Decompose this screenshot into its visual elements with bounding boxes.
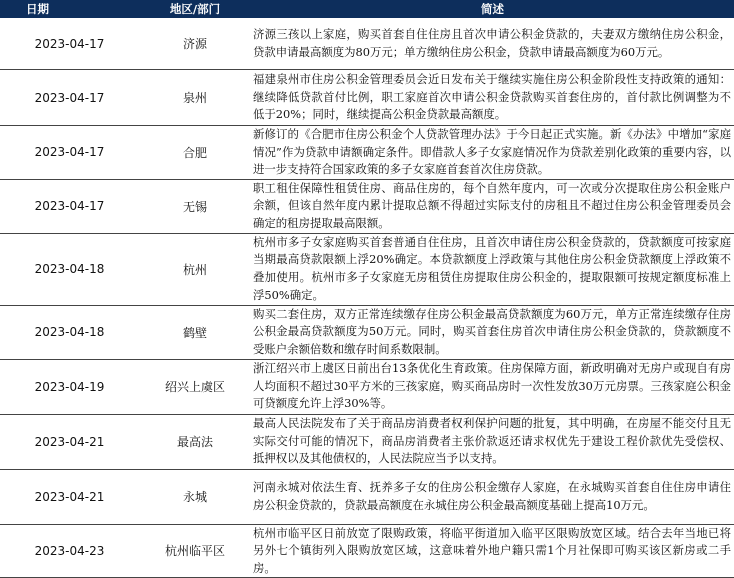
row-region: 无锡 [139,179,251,233]
row-region: 杭州 [139,233,251,305]
table-row [0,70,734,126]
row-region: 泉州 [139,70,251,126]
row-region: 绍兴上虞区 [139,359,251,414]
row-region: 合肥 [139,126,251,180]
row-date: 2023-04-17 [0,18,139,70]
table-row [0,305,734,359]
row-region: 鹤壁 [139,305,251,359]
row-description: 新修订的《合肥市住房公积金个人贷款管理办法》于今日起正式实施。新《办法》中增加“家庭情况”作为贷款申请额确定条件。即借款人多子女家庭情况作为贷款差别化政策的重要内容，以进一步支持符合国家政策的多子女家庭首套首次住房贷款。 [251,126,734,180]
header-date: 日期 [0,0,139,18]
header-region: 地区/部门 [139,0,251,18]
row-region: 杭州临平区 [139,524,251,578]
row-description: 河南永城对依法生育、抚养多子女的住房公积金缴存人家庭，在永城购买首套自住住房申请住房公积金贷款的，贷款最高额度在永城住房公积金最高额度基础上提高10万元。 [251,469,734,524]
row-description: 福建泉州市住房公积金管理委员会近日发布关于继续实施住房公积金阶段性支持政策的通知：继续降低贷款首付比例，职工家庭首次申请公积金贷款购买首套住房的，首付款比例调整为不低于20%；同时，继续提高公积金贷款最高额度。 [251,70,734,126]
row-description: 最高人民法院发布了关于商品房消费者权利保护问题的批复，其中明确，在房屋不能交付且无实际交付可能的情况下，商品房消费者主张价款返还请求权优先于建设工程价款优先受偿权、抵押权以及其他债权的，人民法院应当予以支持。 [251,414,734,469]
table-row [0,233,734,305]
row-region: 最高法 [139,414,251,469]
row-date: 2023-04-17 [0,126,139,180]
table-header-row [0,0,734,18]
row-description: 杭州市多子女家庭购买首套普通自住住房，且首次申请住房公积金贷款的，贷款额度可按家庭当期最高贷款限额上浮20%确定。本贷款额度上浮政策与其他住房公积金贷款额度上浮政策不叠加使用。杭州市多子女家庭无房租赁住房提取住房公积金的，提取限额可按规定额度标准上浮50%确定。 [251,233,734,305]
row-date: 2023-04-17 [0,179,139,233]
row-description: 杭州市临平区日前放宽了限购政策，将临平街道加入临平区限购放宽区域。结合去年当地已将另外七个镇街列入限购放宽区域，这意味着外地户籍只需1个月社保即可购买该区新房或二手房。 [251,524,734,578]
table-row [0,359,734,414]
row-description: 购买二套住房，双方正常连续缴存住房公积金最高贷款额度为60万元，单方正常连续缴存住房公积金最高贷款额度为50万元。同时，购买首套住房首次申请住房公积金贷款的，贷款额度不受账户余额倍数和缴存时间系数限制。 [251,305,734,359]
row-date: 2023-04-18 [0,233,139,305]
row-date: 2023-04-19 [0,359,139,414]
header-description: 简述 [251,0,734,18]
table-row [0,18,734,70]
table-row [0,414,734,469]
row-date: 2023-04-23 [0,524,139,578]
row-region: 济源 [139,18,251,70]
table-row [0,179,734,233]
table-row [0,469,734,524]
row-description: 济源三孩以上家庭，购买首套自住住房且首次申请公积金贷款的，夫妻双方缴纳住房公积金，贷款申请最高额度为80万元；单方缴纳住房公积金，贷款申请最高额度为60万元。 [251,18,734,70]
row-date: 2023-04-21 [0,414,139,469]
table-row [0,524,734,578]
row-description: 浙江绍兴市上虞区日前出台13条优化生育政策。住房保障方面，新政明确对无房户或现自有房人均面积不超过30平方米的三孩家庭，购买商品房时一次性发放30万元房票。三孩家庭公积金可贷额度允许上浮30%等。 [251,359,734,414]
table-row [0,126,734,180]
row-region: 永城 [139,469,251,524]
row-date: 2023-04-17 [0,70,139,126]
row-date: 2023-04-18 [0,305,139,359]
row-date: 2023-04-21 [0,469,139,524]
row-description: 职工租住保障性租赁住房、商品住房的，每个自然年度内，可一次或分次提取住房公积金账户余额，但该自然年度内累计提取总额不得超过实际支付的房租且不超过住房公积金管理委员会确定的租房提取最高限额。 [251,179,734,233]
